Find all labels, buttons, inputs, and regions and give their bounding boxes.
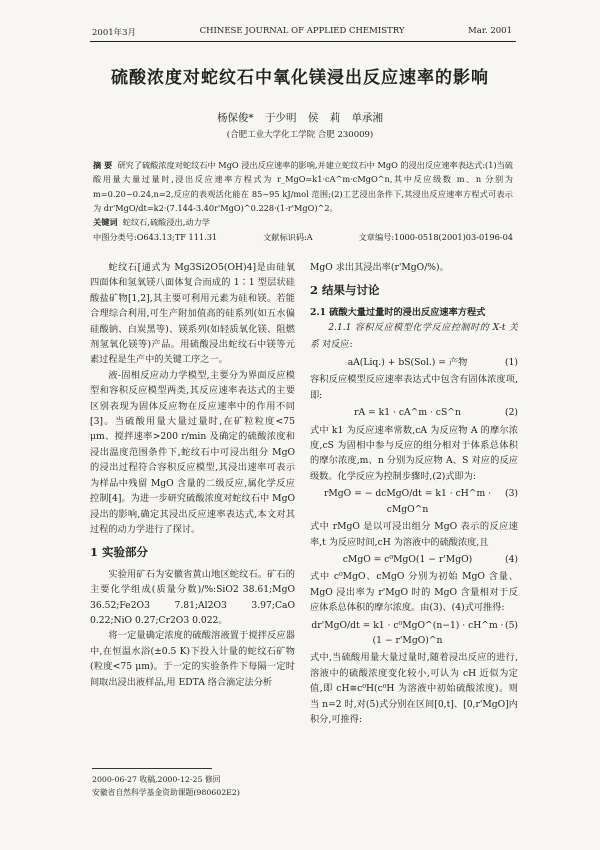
keywords-label: 关键词 [93,217,118,228]
abstract-text: 研究了硫酸浓度对蛇纹石中 MgO 浸出反应速率的影响,并建立蛇纹石中 MgO 的浸出反应速率表达式:(1)当硫酸用量大量过量时,浸出反应速率方程式为 r_MgO=k1·cA^m·cMgO^n,其中反应级数 m、n 分别为 m=0.20~0.24,n=2,反应的表观活化能在 85~95 kJ/mol 范围;(2)工艺浸出条件下,其浸出反应速率方程式可表示为 dr'MgO/dt=k2·(7.144-3.40r'MgO)^0.228·(1-r'MgO)^2。 [93,160,513,213]
document-code: 文献标识码:A [263,232,313,242]
equation-4-body: cMgO = c⁰MgO(1 − r'MgO) [342,553,473,565]
subsection-2-1-heading: 2.1 硫酸大量过量时的浸出反应速率方程式 [310,306,486,318]
equation-2 [310,405,518,420]
experimental-paragraph-1: 实验用矿石为安徽省黄山地区蛇纹石。矿石的主要化学组成(质量分数)/%:SiO2 38.61;MgO 36.52;Fe2O3 7.81;Al2O3 3.97;CaO 0.22;NiO 0.27;Cr2O3 0.022。 [90,568,295,626]
abstract-block [93,158,513,229]
left-column [90,260,295,690]
equation-5 [310,618,518,649]
equation-5-body: dr'MgO/dt = k1 · c⁰MgO^(n−1) · cH^m · (1 − r'MgO)^n [311,619,504,646]
clc-number: 中图分类号:O643.13;TF 111.31 [93,232,218,242]
equation-2-number: (2) [504,407,518,419]
affiliation: (合肥工业大学化工学院 合肥 230009) [226,130,374,140]
section-2-heading: 2 结果与讨论 [310,283,380,298]
classification-line [93,232,513,243]
right-column [310,260,518,727]
subsection-2-1-1-heading: 2.1.1 容积反应模型化学反应控制时的 X-t 关系 [310,323,518,350]
experimental-paragraph-2: 将一定量确定浓度的硫酸溶液置于搅拌反应器中,在恒温水浴(±0.5 K)下投入计量的蛇纹石矿物(粒度<75 μm)。于一定的实验条件下每隔一定时间取出浸出液样品,用 EDTA 络合滴定法分析 [90,630,295,688]
equation-2-body: rA = k1 · cA^m · cS^n [354,407,461,419]
section-1-heading: 1 实验部分 [90,545,149,560]
text-after-eq3: 式中 rMgO 是以可浸出组分 MgO 表示的反应速率,t 为反应时间,cH 为溶液中的硫酸浓度,且 [310,521,518,548]
text-after-eq5: 式中,当硫酸用量大量过量时,随着浸出反应的进行,溶液中的硫酸浓度变化较小,可认为 cH 近似为定值,即 cH≅c⁰H(c⁰H 为溶液中初始硫酸浓度)。则当 n=2 时,对(5)式分别在区间[0,t]、[0,r'MgO]内积分,可推得: [310,652,518,725]
paper-title: 硫酸浓度对蛇纹石中氧化镁浸出反应速率的影响 [111,68,489,88]
equation-1-body: aA(Liq.) + bS(Sol.) = 产物 [347,357,468,369]
header-date-cn: 2001年3月 [92,28,137,38]
text-after-eq1: 容积反应模型反应速率表达式中包含有固体浓度项,即: [310,374,518,401]
subsection-2-1-1-tail: 对反应: [321,338,353,350]
intro-paragraph-2: 液-固相反应动力学模型,主要分为界面反应模型和容积反应模型两类,其反应速率表达式的主要区别表现为固体反应物在反应速率中的作用不同[3]。当硫酸用量大量过量时,在矿粒粒度<75 μm、搅拌速率>200 r/min 及确定的硫酸浓度和浸出温度范围条件下,蛇纹石中可浸出组分 MgO 的浸出过程符合容积反应模型,其浸出速率可表示为样品中残留 MgO 含量的二级反应,属化学反应控制[4]。为进一步研究硫酸浓度对蛇纹石中 MgO 浸出的影响,确定其浸出反应速率表达式,本文对其过程的动力学进行了探讨。 [90,369,295,535]
funding-note: 安徽省自然科学基金资助课题(980602E2) [92,788,240,797]
keywords: 蛇纹石,硫酸浸出,动力学 [122,217,210,228]
header-date-en: Mar. 2001 [468,26,512,36]
text-after-eq2: 式中 k1 为反应速率常数,cA 为反应物 A 的摩尔浓度,cS 为固相中参与反应的组分相对于体系总体积的摩尔浓度,m、n 分别为反应物 A、S 对应的反应级数。化学反应为控制步骤时,(2)式即为: [310,424,518,482]
header-rule [90,41,516,42]
header-journal: CHINESE JOURNAL OF APPLIED CHEMISTRY [199,26,405,36]
author: 侯 莉 [307,112,341,124]
footnote-rule [92,768,212,769]
author: 于少明 [265,112,297,124]
author-list [0,110,600,125]
author: 杨保俊* [216,112,254,124]
equation-1-number: (1) [504,357,518,369]
intro-paragraph-1: 蛇纹石[通式为 Mg3Si2O5(OH)4]是由硅氧四面体和氢氧镁八面体复合而成的 1∶1 型层状硅酸盐矿物[1,2],其主要可利用元素为硅和镁。若能合理综合利用,可生产附加值高的硅系列(如五水偏硅酸钠、白炭黑等)、镁系列(如轻质氧化镁、阻燃剂氢氧化镁等)产品。用硫酸浸出蛇纹石中镁等元素过程是生产中的关键工序之一。 [90,262,295,366]
running-header [92,26,512,38]
text-after-eq4: 式中 c⁰MgO、cMgO 分别为初始 MgO 含量、MgO 浸出率为 r'MgO 时的 MgO 含量相对于反应体系总体积的摩尔浓度。由(3)、(4)式可推得: [310,571,518,614]
footnote [92,773,240,799]
continued-text: MgO 求出其浸出率(r'MgO/%)。 [310,262,449,273]
abstract-label: 摘 要 [93,160,113,170]
equation-4-number: (4) [504,553,518,565]
equation-4 [310,552,518,567]
equation-1 [310,355,518,370]
equation-5-number: (5) [504,619,518,631]
equation-3-body: rMgO = − dcMgO/dt = k1 · cH^m · cMgO^n [323,488,491,515]
equation-3-number: (3) [504,488,518,500]
article-number: 文章编号:1000-0518(2001)03-0196-04 [358,232,513,242]
author: 单承湘 [351,112,384,124]
equation-3 [310,486,518,517]
received-date: 2000-06-27 收稿,2000-12-25 修回 [92,775,221,784]
